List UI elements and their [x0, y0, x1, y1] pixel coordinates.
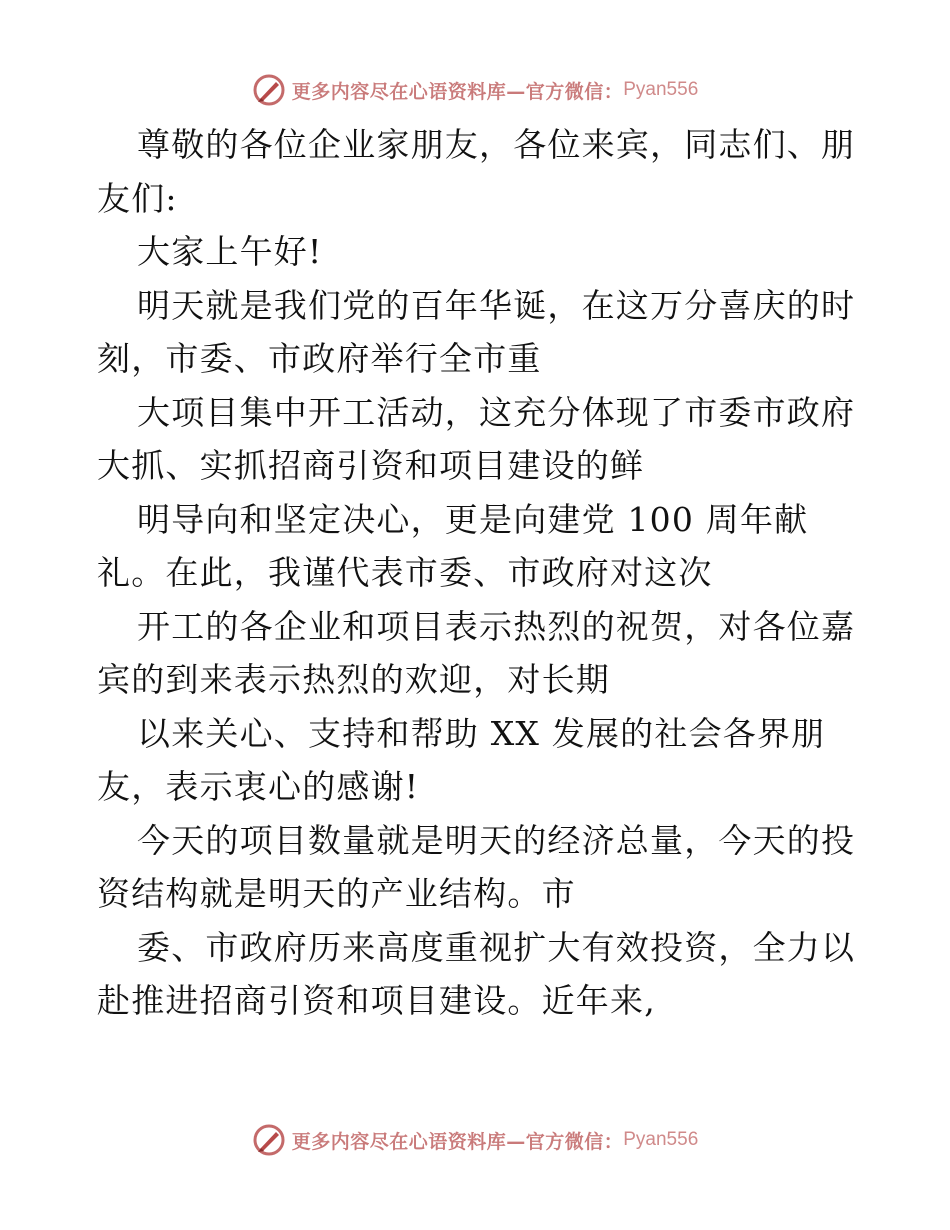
text-line: 今天的项目数量就是明天的经济总量，今天的投: [137, 820, 856, 860]
text-line: 资结构就是明天的产业结构。市: [97, 874, 576, 913]
watermark-id: Pyan556: [623, 79, 699, 100]
text-line: 明导向和坚定决心，更是向建党 100 周年献: [137, 499, 809, 539]
quill-logo-icon: [252, 73, 286, 107]
text-line: 尊敬的各位企业家朋友，各位来宾，同志们、朋: [137, 125, 856, 164]
text-line: 以来关心、支持和帮助 XX 发展的社会各界朋: [137, 713, 826, 753]
text-line: 大项目集中开工活动，这充分体现了市委市政府: [137, 392, 856, 432]
text-line: 大家上午好!: [137, 232, 323, 271]
text-line: 大抓、实抓招商引资和项目建设的鲜: [97, 446, 645, 485]
header-watermark: [0, 70, 950, 110]
text-line: 友，表示衷心的感谢!: [97, 767, 420, 806]
text-line: 刻，市委、市政府举行全市重: [97, 339, 542, 378]
text-line: 委、市政府历来高度重视扩大有效投资，全力以: [137, 927, 856, 967]
watermark-id: Pyan556: [623, 1129, 699, 1150]
footer-watermark: [0, 1120, 950, 1160]
text-line: 宾的到来表示热烈的欢迎，对长期: [97, 660, 610, 699]
quill-logo-icon: [252, 1123, 286, 1157]
document-body: [97, 118, 857, 1028]
text-line: 礼。在此，我谨代表市委、市政府对这次: [97, 553, 713, 592]
text-line: 友们:: [97, 178, 178, 218]
watermark-text: 更多内容尽在心语资料库—官方微信：: [291, 80, 624, 103]
text-line: 赴推进招商引资和项目建设。近年来,: [97, 981, 656, 1020]
text-line: 明天就是我们党的百年华诞，在这万分喜庆的时: [137, 285, 856, 325]
watermark-text: 更多内容尽在心语资料库—官方微信：: [291, 1130, 624, 1153]
text-line: 开工的各企业和项目表示热烈的祝贺，对各位嘉: [137, 606, 856, 646]
